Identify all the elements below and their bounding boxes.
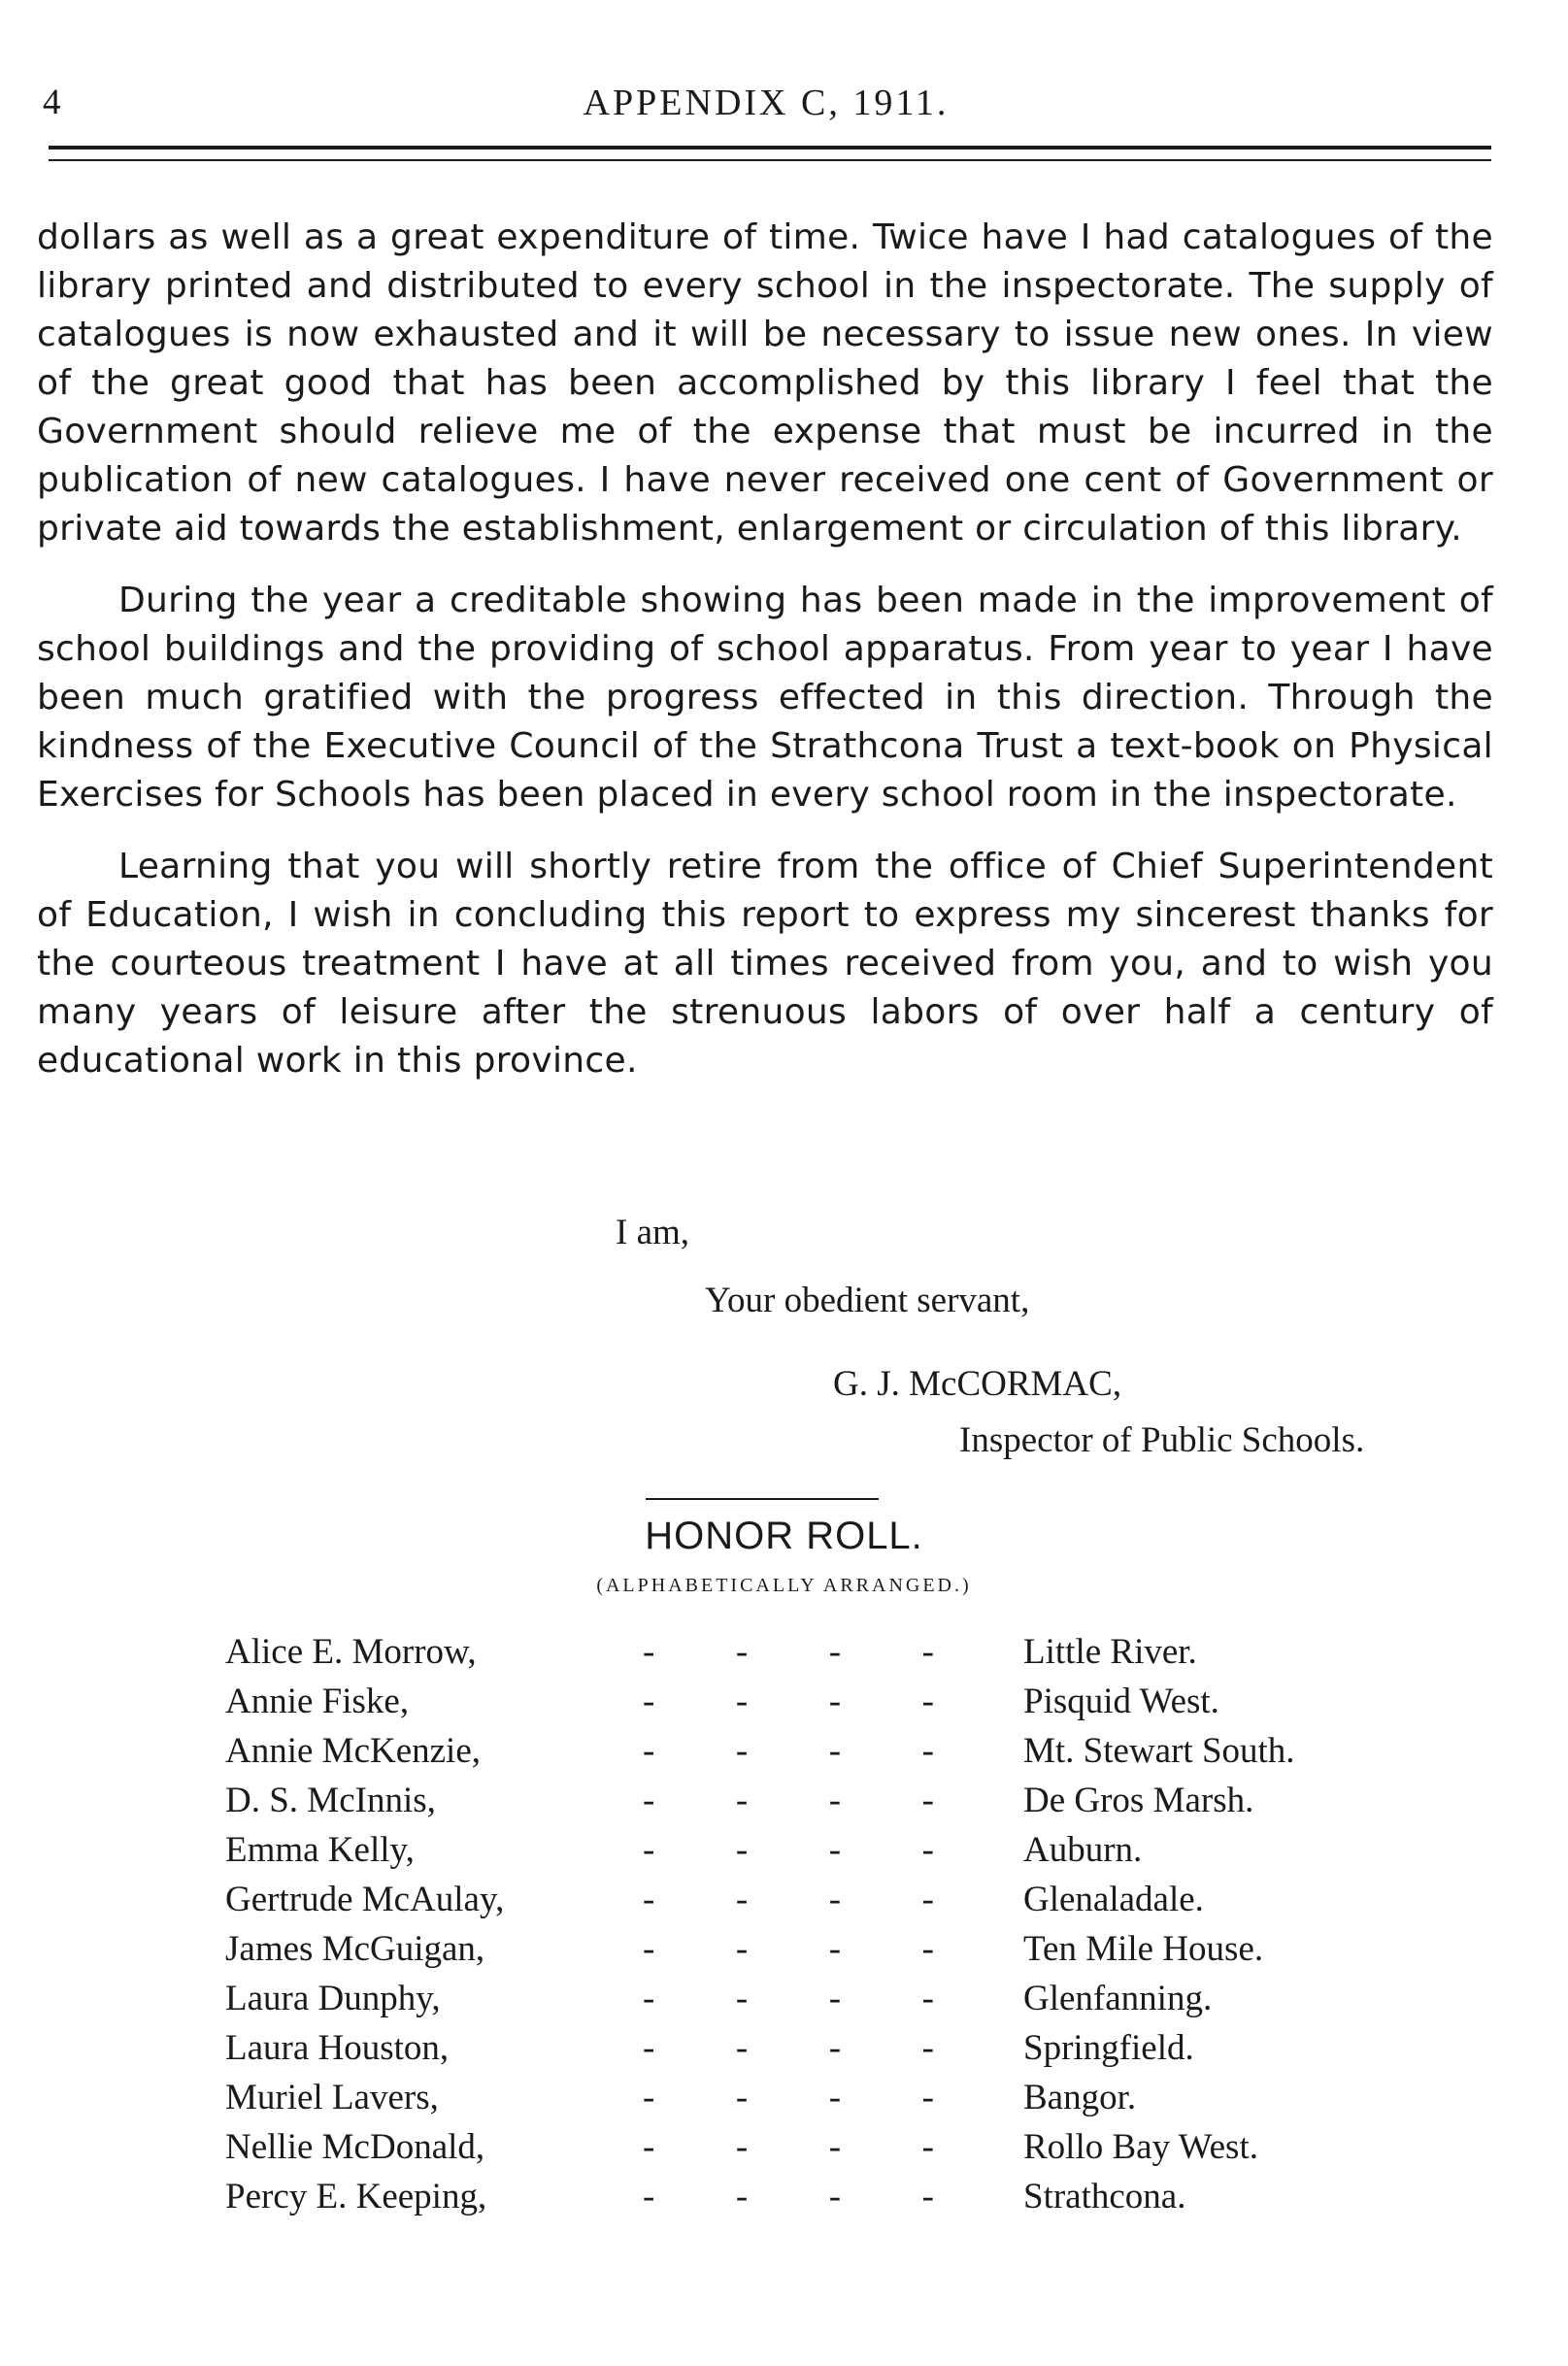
leader-dash: - [643, 2028, 655, 2068]
leader-dashes [643, 1875, 934, 1924]
honor-name: Gertrude McAulay, [225, 1880, 505, 1919]
list-item [225, 1726, 1439, 1776]
leader-dash: - [828, 1781, 842, 1820]
leader-dash: - [921, 1731, 934, 1771]
leader-dash: - [643, 1830, 655, 1870]
leader-dash: - [735, 1929, 749, 1969]
honor-place: Strathcona. [1023, 2177, 1186, 2216]
leader-dash: - [828, 1979, 842, 2018]
leader-dash: - [828, 1830, 842, 1870]
leader-dashes [643, 1677, 934, 1726]
honor-roll-title: HONOR ROLL. [645, 1515, 923, 1557]
leader-dash: - [735, 1979, 749, 2018]
honor-name: Annie Fiske, [225, 1682, 410, 1721]
running-title: APPENDIX C, 1911. [583, 83, 950, 123]
honor-place: Little River. [1023, 1632, 1197, 1672]
honor-place: De Gros Marsh. [1023, 1781, 1254, 1820]
leader-dash: - [921, 2177, 934, 2216]
paragraph-2: During the year a creditable showing has been made in the improvement of school buildings and the providing of school apparatus. From year to year I have been much gratified with the progress effected in this direction. Through the kindness of the Executive Council of the Strathcona Trust a text-book on Physical Exercises for Schools has been placed in every school room in the inspectorate. [37, 581, 1493, 815]
leader-dashes [643, 2172, 934, 2221]
honor-name: D. S. McInnis, [225, 1781, 436, 1820]
honor-place: Glenfanning. [1023, 1979, 1213, 2018]
leader-dash: - [921, 1682, 934, 1721]
leader-dashes [643, 2122, 934, 2172]
leader-dash: - [921, 1880, 934, 1919]
leader-dash: - [735, 1781, 749, 1820]
leader-dashes [643, 1825, 934, 1875]
page-header [43, 76, 1489, 134]
honor-place: Mt. Stewart South. [1023, 1731, 1295, 1771]
leader-dashes [643, 1924, 934, 1974]
list-item [225, 1627, 1439, 1677]
list-item [225, 1974, 1439, 2023]
honor-place: Springfield. [1023, 2028, 1194, 2068]
leader-dash: - [643, 2177, 655, 2216]
leader-dash: - [921, 2028, 934, 2068]
leader-dash: - [828, 1632, 842, 1672]
leader-dashes [643, 2073, 934, 2122]
leader-dash: - [828, 2127, 842, 2167]
leader-dash: - [643, 2078, 655, 2117]
leader-dashes [643, 1627, 934, 1677]
list-item [225, 1776, 1439, 1825]
header-rule [49, 146, 1491, 161]
leader-dashes [643, 2023, 934, 2073]
honor-place: Glenaladale. [1023, 1880, 1204, 1919]
leader-dash: - [921, 1979, 934, 2018]
leader-dash: - [643, 1632, 655, 1672]
leader-dash: - [643, 1929, 655, 1969]
leader-dash: - [921, 1830, 934, 1870]
leader-dash: - [828, 2177, 842, 2216]
honor-roll-list [225, 1627, 1439, 2221]
leader-dash: - [735, 1682, 749, 1721]
list-item [225, 1875, 1439, 1924]
leader-dash: - [828, 1731, 842, 1771]
leader-dash: - [735, 2078, 749, 2117]
leader-dash: - [921, 1632, 934, 1672]
leader-dash: - [828, 2028, 842, 2068]
honor-place: Ten Mile House. [1023, 1929, 1264, 1969]
list-item [225, 2122, 1439, 2172]
leader-dashes [643, 1776, 934, 1825]
leader-dash: - [735, 2177, 749, 2216]
signature-title: Inspector of Public Schools. [959, 1420, 1365, 1460]
paragraph-3: Learning that you will shortly retire from the office of Chief Superintendent of Education, I wish in concluding this report to express my sincerest thanks for the courteous treatment I have at all times received from you, and to wish you many years of leisure after the strenuous labors of over half a century of educational work in this province. [37, 847, 1493, 1081]
paragraph-1: dollars as well as a great expenditure of time. Twice have I had catalogues of the library printed and distributed to every school in the inspectorate. The supply of catalogues is now exhausted and it will be necessary to issue new ones. In view of the great good that has been accomplished by this library I feel that the Government should relieve me of the expense that must be incurred in the publication of new catalogues. I have never received one cent of Government or private aid towards the establishment, enlargement or circulation of this library. [37, 217, 1493, 549]
leader-dash: - [828, 1682, 842, 1721]
honor-name: Laura Houston, [225, 2028, 450, 2068]
leader-dash: - [735, 2028, 749, 2068]
honor-name: Laura Dunphy, [225, 1979, 441, 2018]
list-item [225, 1924, 1439, 1974]
honor-place: Bangor. [1023, 2078, 1137, 2117]
honor-name: James McGuigan, [225, 1929, 485, 1969]
leader-dash: - [735, 1731, 749, 1771]
leader-dash: - [828, 2078, 842, 2117]
leader-dash: - [735, 1880, 749, 1919]
leader-dash: - [735, 1632, 749, 1672]
list-item [225, 2073, 1439, 2122]
page-number: 4 [43, 83, 61, 122]
leader-dashes [643, 1974, 934, 2023]
leader-dash: - [921, 2078, 934, 2117]
list-item [225, 1677, 1439, 1726]
body-text [37, 214, 1493, 1109]
honor-place: Auburn. [1023, 1830, 1143, 1870]
leader-dash: - [643, 1979, 655, 2018]
leader-dash: - [921, 1781, 934, 1820]
leader-dash: - [643, 1682, 655, 1721]
leader-dash: - [735, 1830, 749, 1870]
leader-dash: - [828, 1880, 842, 1919]
list-item [225, 2172, 1439, 2221]
honor-name: Percy E. Keeping, [225, 2177, 487, 2216]
leader-dash: - [921, 2127, 934, 2167]
honor-name: Emma Kelly, [225, 1830, 415, 1870]
section-divider [646, 1498, 879, 1500]
closing-line-i-am: I am, [616, 1213, 690, 1252]
leader-dash: - [921, 1929, 934, 1969]
leader-dashes [643, 1726, 934, 1776]
honor-name: Annie McKenzie, [225, 1731, 482, 1771]
honor-place: Rollo Bay West. [1023, 2127, 1258, 2167]
leader-dash: - [643, 1880, 655, 1919]
honor-name: Muriel Lavers, [225, 2078, 439, 2117]
list-item [225, 2023, 1439, 2073]
closing-line-servant: Your obedient servant, [705, 1281, 1030, 1320]
signature-name: G. J. McCORMAC, [833, 1364, 1122, 1404]
honor-name: Alice E. Morrow, [225, 1632, 477, 1672]
list-item [225, 1825, 1439, 1875]
leader-dash: - [643, 2127, 655, 2167]
leader-dash: - [828, 1929, 842, 1969]
honor-place: Pisquid West. [1023, 1682, 1219, 1721]
leader-dash: - [643, 1731, 655, 1771]
honor-roll-subtitle: (ALPHABETICALLY ARRANGED.) [596, 1575, 972, 1596]
honor-name: Nellie McDonald, [225, 2127, 485, 2167]
leader-dash: - [643, 1781, 655, 1820]
leader-dash: - [735, 2127, 749, 2167]
